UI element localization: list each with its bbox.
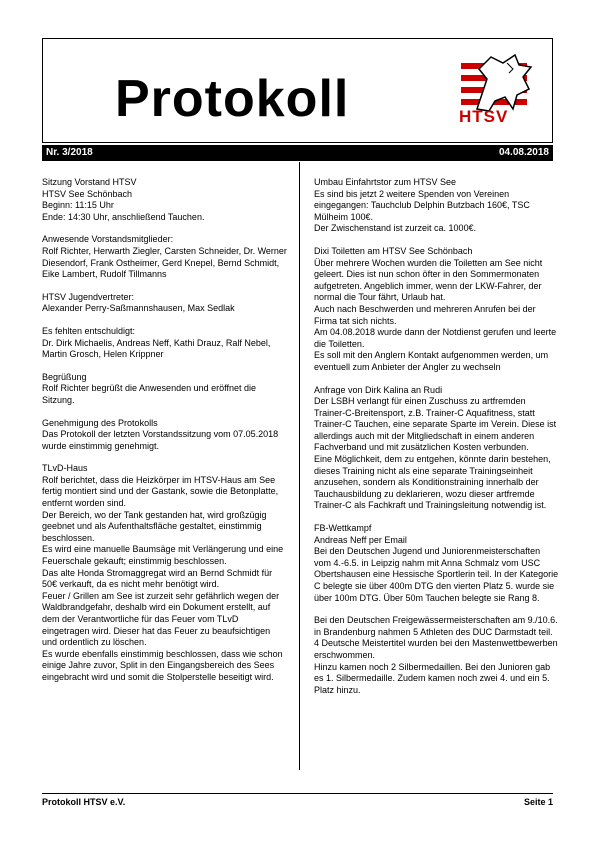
text-line: Der Zwischenstand ist zurzeit ca. 1000€.	[314, 223, 477, 234]
text-line: Dixi Toiletten am HTSV See Schönbach	[314, 245, 473, 256]
text-line: Hinzu kamen noch 2 Silbermedaillen. Bei den Junioren gab es 1. Silbermedaille. Zudem kamen noch zwei 4. und ein 5. Platz hinzu.	[314, 661, 551, 695]
text-line: Auch nach Beschwerden und mehreren Anrufen bei der Firma tat sich nichts.	[314, 303, 536, 326]
text-line: Es soll mit den Anglern Kontakt aufgenommen werden, um eventuell zum Anbieter der Angler zu wechseln	[314, 350, 549, 372]
text-line: HTSV See Schönbach	[42, 188, 133, 199]
brand-text: HTSV	[459, 107, 509, 126]
text-line: Es sind bis jetzt 2 weitere Spenden von Vereinen eingegangen: Tauchclub Delphin Butzbach 160€, TSC Mülheim 100€.	[314, 188, 530, 222]
protocol-number: Nr. 3/2018	[46, 147, 93, 158]
text-line: Der LSBH verlangt für einen Zuschuss zu artfremden Trainer-C-Breitensport, z.B. Trainer-C Aquafitness, statt Trainer-C Tauchen, eine separate Sparte im Verein. Diese ist allerdings auch mit der Mitgliedschaft in einem anderen Fachverband und mit zusätzlichen Kosten verbunden.	[314, 396, 557, 453]
header-box	[42, 38, 553, 143]
text-line: Rolf Richter begrüßt die Anwesenden und eröffnet die Sitzung.	[42, 383, 256, 405]
text-line: Es wurde ebenfalls einstimmig beschlossen, dass wie schon einige Jahre zuvor, Split in den Eingangsbereich des Sees eingebracht wird und somit die Stolperstelle beseitigt wird.	[42, 648, 283, 682]
text-line: TLvD-Haus	[42, 463, 88, 474]
text-line: HTSV Jugendvertreter:	[42, 291, 135, 302]
text-line: Bei den Deutschen Jugend und Juniorenmeisterschaften vom 4.-6.5. in Leipzig nahm mit Anna Schmalz vom USC Obertshausen eine Hessische Sportlerin teil. In der Kategorie C belegte sie über 400m DTG den vierten Platz 5. wurde sie über 100m DTG. Über 50m Tauchen belegte sie Rang 8.	[314, 546, 559, 603]
text-line: Über mehrere Wochen wurden die Toiletten am See nicht geleert. Dies ist nun schon öfter in den Sommermonaten aufgetreten. Angeblich immer, wenn der LKW-Fahrer, der normal die Tour fährt, Urlaub hat.	[314, 257, 543, 303]
text-line: Ende: 14:30 Uhr, anschließend Tauchen.	[42, 211, 205, 222]
text-line: Es wird eine manuelle Baumsäge mit Verlängerung und eine Feuerschale gekauft; einstimmig beschlossen.	[42, 544, 284, 567]
text-line: Dr. Dirk Michaelis, Andreas Neff, Kathi Drauz, Ralf Nebel, Martin Grosch, Helen Krippner	[42, 337, 271, 360]
text-line: Bei den Deutschen Freigewässermeisterschaften am 9./10.6. in Brandenburg nahmen 5 Athleten des DUC Darmstadt teil. 4 Deutsche Meistertitel wurden bei den Mastenwettbewerben erschwommen.	[314, 615, 558, 660]
text-line: Feuer / Grillen am See ist zurzeit sehr gefährlich wegen der Waldbrandgefahr, deshalb wird ein Dokument erstellt, auf dem der Verantwortliche für das Feuer vom TLvD eingetragen wird. Dieser hat das Feuer zu beaufsichtigen und ordentlich zu löschen.	[42, 590, 280, 648]
text-line: Der Bereich, wo der Tank gestanden hat, wird großzügig geebnet und als Aufenthaltsfläche gestaltet, einstimmig beschlossen.	[42, 509, 267, 543]
section-meeting	[42, 177, 287, 223]
right-column	[314, 177, 559, 707]
section-tlvd-haus	[42, 463, 287, 683]
text-line: Rolf berichtet, dass die Heizkörper im HTSV-Haus am See fertig montiert sind und der Gastank, sowie die Betonplatte, entfernt worden sind.	[42, 474, 279, 509]
text-line: Rolf Richter, Herwarth Ziegler, Carsten Schneider, Dr. Werner Diesendorf, Frank Ostheimer, Gerd Knepel, Bernd Schmidt, Eike Lambert, Rudolf Tillmanns	[42, 245, 287, 280]
page-title: Protokoll	[115, 70, 350, 128]
text-line: Es fehlten entschuldigt:	[42, 325, 136, 336]
text-line: Anwesende Vorstandsmitglieder:	[42, 234, 174, 245]
text-line: Beginn: 11:15 Uhr	[42, 200, 114, 211]
footer	[42, 793, 553, 807]
text-line: Begrüßung	[42, 371, 87, 382]
section-toilets	[314, 246, 559, 374]
text-line: Genehmigung des Protokolls	[42, 417, 158, 428]
left-column	[42, 177, 287, 695]
text-line: Umbau Einfahrtstor zum HTSV See	[314, 177, 457, 187]
footer-org: Protokoll HTSV e.V.	[42, 797, 126, 807]
text-line: FB-Wettkampf	[314, 523, 372, 534]
section-attendees	[42, 234, 287, 280]
text-line: Andreas Neff per Email	[314, 534, 407, 545]
text-line: Am 04.08.2018 wurde dann der Notdienst gerufen und leerte die Toiletten.	[314, 327, 557, 349]
info-bar	[42, 145, 553, 161]
section-youth	[42, 292, 287, 315]
section-approval	[42, 418, 287, 453]
section-fb-competition	[314, 523, 559, 604]
text-line: Eine Möglichkeit, dem zu entgehen, könnte darin bestehen, dieses Training nicht als eine separate Trainingseinheit anzusehen, sondern als Konditionstraining innerhalb der Tauchausbildung zu deklarieren, wozu dieser artfremde Trainer-C als Fachkraft und Trainingsleitung notwendig ist.	[314, 454, 551, 511]
text-line: Anfrage von Dirk Kalina an Rudi	[314, 384, 443, 395]
protocol-date: 04.08.2018	[498, 147, 549, 158]
text-line: Das Protokoll der letzten Vorstandssitzung vom 07.05.2018 wurde einstimmig genehmigt.	[42, 429, 279, 451]
section-greeting	[42, 372, 287, 407]
section-request	[314, 385, 559, 513]
column-divider	[299, 162, 300, 770]
text-line: Sitzung Vorstand HTSV	[42, 177, 137, 187]
page-number: Seite 1	[523, 797, 553, 807]
section-open-water	[314, 615, 559, 696]
section-gate	[314, 177, 559, 235]
text-line: Das alte Honda Stromaggregat wird an Bernd Schmidt für 50€ verkauft, da es nicht mehr benötigt wird.	[42, 567, 273, 590]
section-absent	[42, 326, 287, 361]
text-line: Alexander Perry-Saßmannshausen, Max Sedlak	[42, 303, 235, 314]
